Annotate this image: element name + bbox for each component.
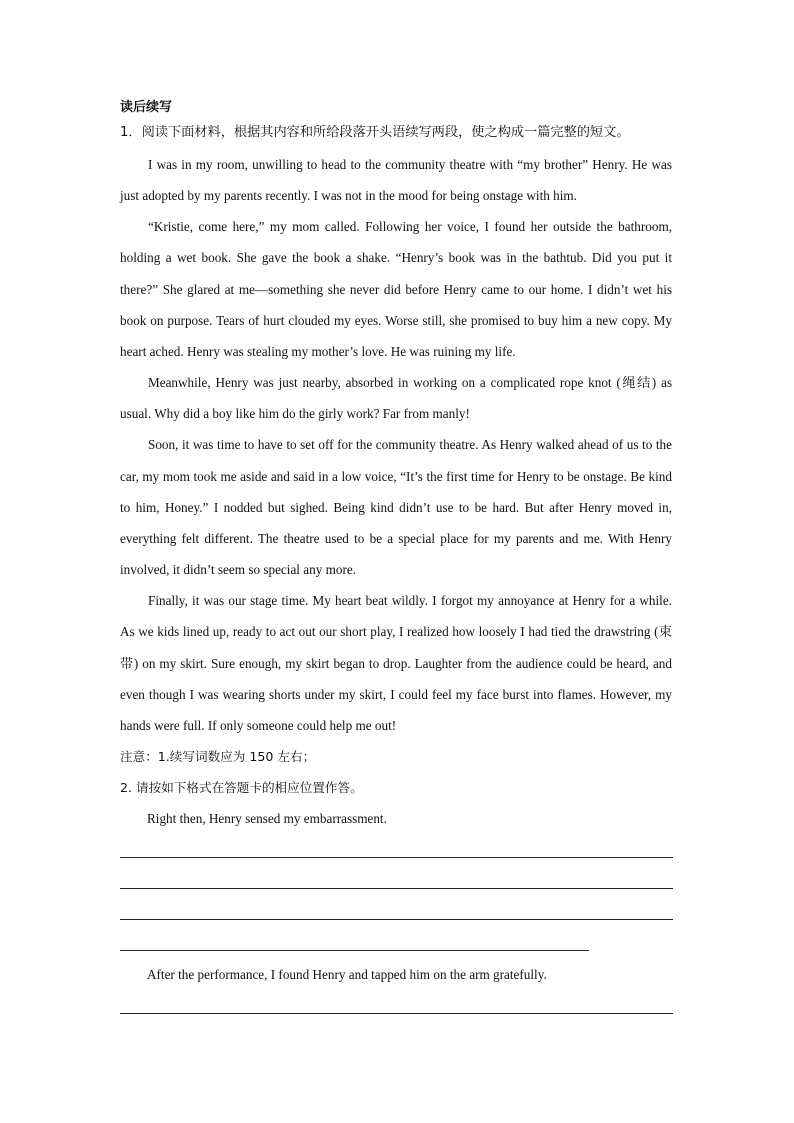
passage-paragraph-3: Meanwhile, Henry was just nearby, absorbed in working on a complicated rope knot (绳结) as usual. Why did a boy like him do the girly work? Far from manly! — [120, 375, 672, 422]
note-word-count: 注意：1.续写词数应为 150 左右； — [120, 749, 316, 764]
continuation-prompt-2: After the performance, I found Henry and tapped him on the arm gratefully. — [147, 967, 547, 982]
answer-line — [120, 857, 673, 858]
note-answer-format: 2. 请按如下格式在答题卡的相应位置作答。 — [120, 780, 363, 795]
passage-paragraph-1: I was in my room, unwilling to head to the community theatre with “my brother” Henry. He was just adopted by my parents recently. I was not in the mood for being onstage with him. — [120, 157, 672, 204]
answer-line — [120, 950, 589, 951]
task-instruction: 1．阅读下面材料，根据其内容和所给段落开头语续写两段，使之构成一篇完整的短文。 — [120, 125, 630, 140]
passage-paragraph-2: “Kristie, come here,” my mom called. Following her voice, I found her outside the bathroom, holding a wet book. She gave the book a shake. “Henry’s book was in the bathtub. Did you put it there?” She glared at me—something she never did before Henry came to our home. I didn’t wet his book on purpose. Tears of hurt clouded my eyes. Worse still, she promised to buy him a new copy. My heart ached. Henry was stealing my mother’s love. He was ruining my life. — [120, 219, 672, 359]
answer-line — [120, 1013, 673, 1014]
section-title: 读后续写 — [120, 100, 173, 115]
answer-line — [120, 919, 673, 920]
passage-paragraph-5: Finally, it was our stage time. My heart beat wildly. I forgot my annoyance at Henry for a while. As we kids lined up, ready to act out our short play, I realized how loosely I had tied the drawstring (束带) on my skirt. Sure enough, my skirt began to drop. Laughter from the audience could be heard, and even though I was wearing shorts under my skirt, I could feel my face burst into flames. However, my hands were full. If only someone could help me out! — [120, 593, 672, 733]
answer-line — [120, 888, 673, 889]
reading-passage — [120, 149, 672, 741]
passage-paragraph-4: Soon, it was time to have to set off for the community theatre. As Henry walked ahead of us to the car, my mom took me aside and said in a low voice, “It’s the first time for Henry to be onstage. Be kind to him, Honey.” I nodded but sighed. Being kind didn’t use to be hard. But after Henry moved in, everything felt different. The theatre used to be a special place for my parents and me. With Henry involved, it didn’t seem so special any more. — [120, 437, 672, 578]
continuation-prompt-1: Right then, Henry sensed my embarrassment. — [147, 811, 387, 826]
